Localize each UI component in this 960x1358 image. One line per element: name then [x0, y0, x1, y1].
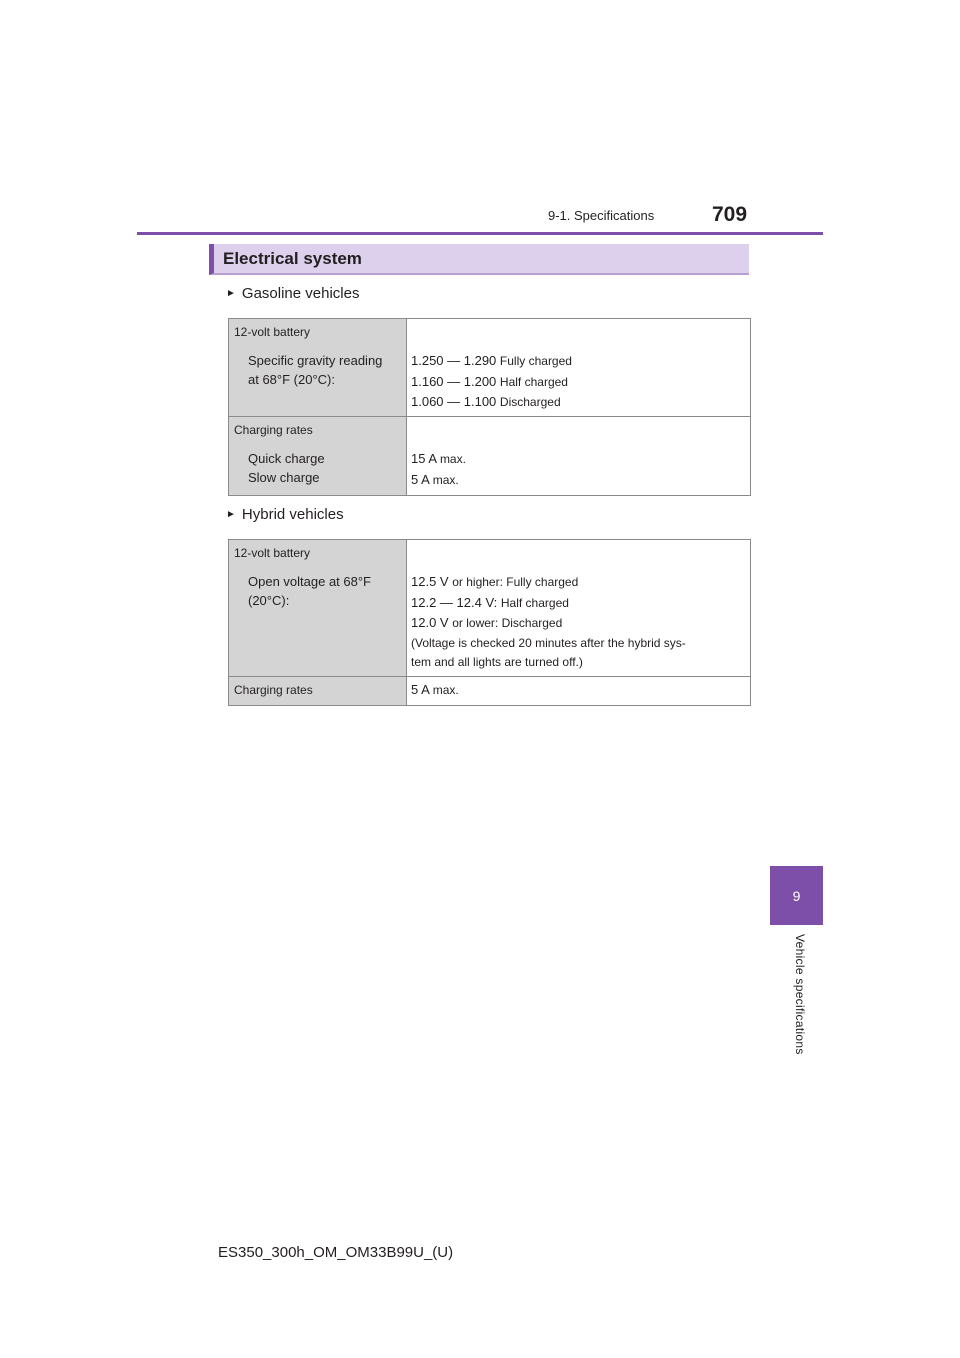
spec-label-cell: [229, 417, 407, 496]
gasoline-spec-table: [228, 318, 751, 496]
sub-label-line: Open voltage at 68°F: [248, 573, 371, 589]
chapter-number: 9: [792, 887, 801, 904]
sub-label-line: Slow charge: [248, 470, 320, 485]
row-caption: Charging rates: [234, 423, 313, 437]
spec-value-cell: [407, 319, 751, 417]
value-number: 1.060 — 1.100: [411, 394, 497, 409]
arrow-right-icon: ►: [226, 288, 236, 299]
value-desc: or lower: Discharged: [452, 616, 563, 630]
value-number: 12.0 V: [411, 615, 449, 630]
value-line: [411, 470, 744, 491]
value-number: 12.2 — 12.4 V:: [411, 594, 498, 610]
row-caption: 12-volt battery: [234, 325, 311, 339]
value-number: 5 A: [411, 682, 430, 697]
row-sub-label: [229, 343, 406, 390]
value-line: [411, 593, 744, 614]
table-row: [229, 677, 751, 706]
value-desc: Half charged: [499, 374, 568, 389]
subheading-hybrid-text: Hybrid vehicles: [241, 506, 344, 523]
subheading-hybrid: [226, 506, 344, 523]
value-number: 5 A: [411, 471, 430, 487]
value-desc: or higher: Fully charged: [452, 575, 579, 589]
spec-label-cell: [229, 319, 407, 417]
chapter-title: Vehicle specifications: [793, 934, 807, 1055]
row-caption: Charging rates: [234, 683, 313, 697]
value-desc: max.: [432, 683, 459, 697]
value-line: [411, 372, 744, 393]
hybrid-spec-table: [228, 539, 751, 706]
value-number: 1.160 — 1.200: [411, 373, 497, 389]
value-line: [411, 392, 744, 413]
value-line: [411, 572, 744, 593]
page-number: 709: [712, 203, 748, 226]
value-block: [407, 319, 750, 413]
value-number: 1.250 — 1.290: [411, 353, 497, 368]
chapter-tab: [770, 866, 823, 925]
value-line: [411, 613, 744, 634]
value-desc: Discharged: [499, 395, 561, 409]
spec-value-cell: [407, 540, 751, 677]
sub-label-line: (20°C):: [248, 593, 290, 608]
spec-value-cell: [407, 417, 751, 496]
subheading-gasoline: [226, 285, 359, 302]
sub-label-line: Quick charge: [248, 450, 325, 466]
sub-label-line: Specific gravity reading: [248, 352, 383, 368]
value-note-line: tem and all lights are turned off.): [411, 655, 583, 669]
table-row: [229, 417, 751, 496]
value-line: [411, 449, 744, 470]
value-desc: Fully charged: [499, 354, 572, 368]
row-caption: 12-volt battery: [234, 546, 311, 560]
section-label: 9-1. Specifications: [548, 208, 655, 223]
row-sub-label: [229, 564, 406, 611]
value-block: [407, 540, 750, 673]
row-sub-label: [229, 441, 406, 488]
value-line: [411, 351, 744, 372]
document-id: ES350_300h_OM_OM33B99U_(U): [218, 1244, 454, 1261]
table-row: [229, 540, 751, 677]
header-rule: [137, 232, 823, 235]
value-desc: Half charged: [500, 595, 569, 610]
value-note-line: (Voltage is checked 20 minutes after the hybrid sys-: [411, 635, 686, 650]
arrow-right-icon: ►: [226, 509, 236, 520]
value-line: [407, 677, 750, 701]
section-heading: Electrical system: [209, 244, 749, 275]
value-block: [407, 417, 750, 490]
value-desc: max.: [432, 472, 459, 487]
sub-label-line: at 68°F (20°C):: [248, 372, 335, 387]
spec-label-cell: [229, 540, 407, 677]
value-number: 12.5 V: [411, 574, 449, 589]
subheading-gasoline-text: Gasoline vehicles: [241, 285, 360, 302]
value-desc: max.: [439, 452, 466, 466]
value-number: 15 A: [411, 451, 437, 466]
spec-value-cell: [407, 677, 751, 706]
spec-label-cell: [229, 677, 407, 706]
table-row: [229, 319, 751, 417]
